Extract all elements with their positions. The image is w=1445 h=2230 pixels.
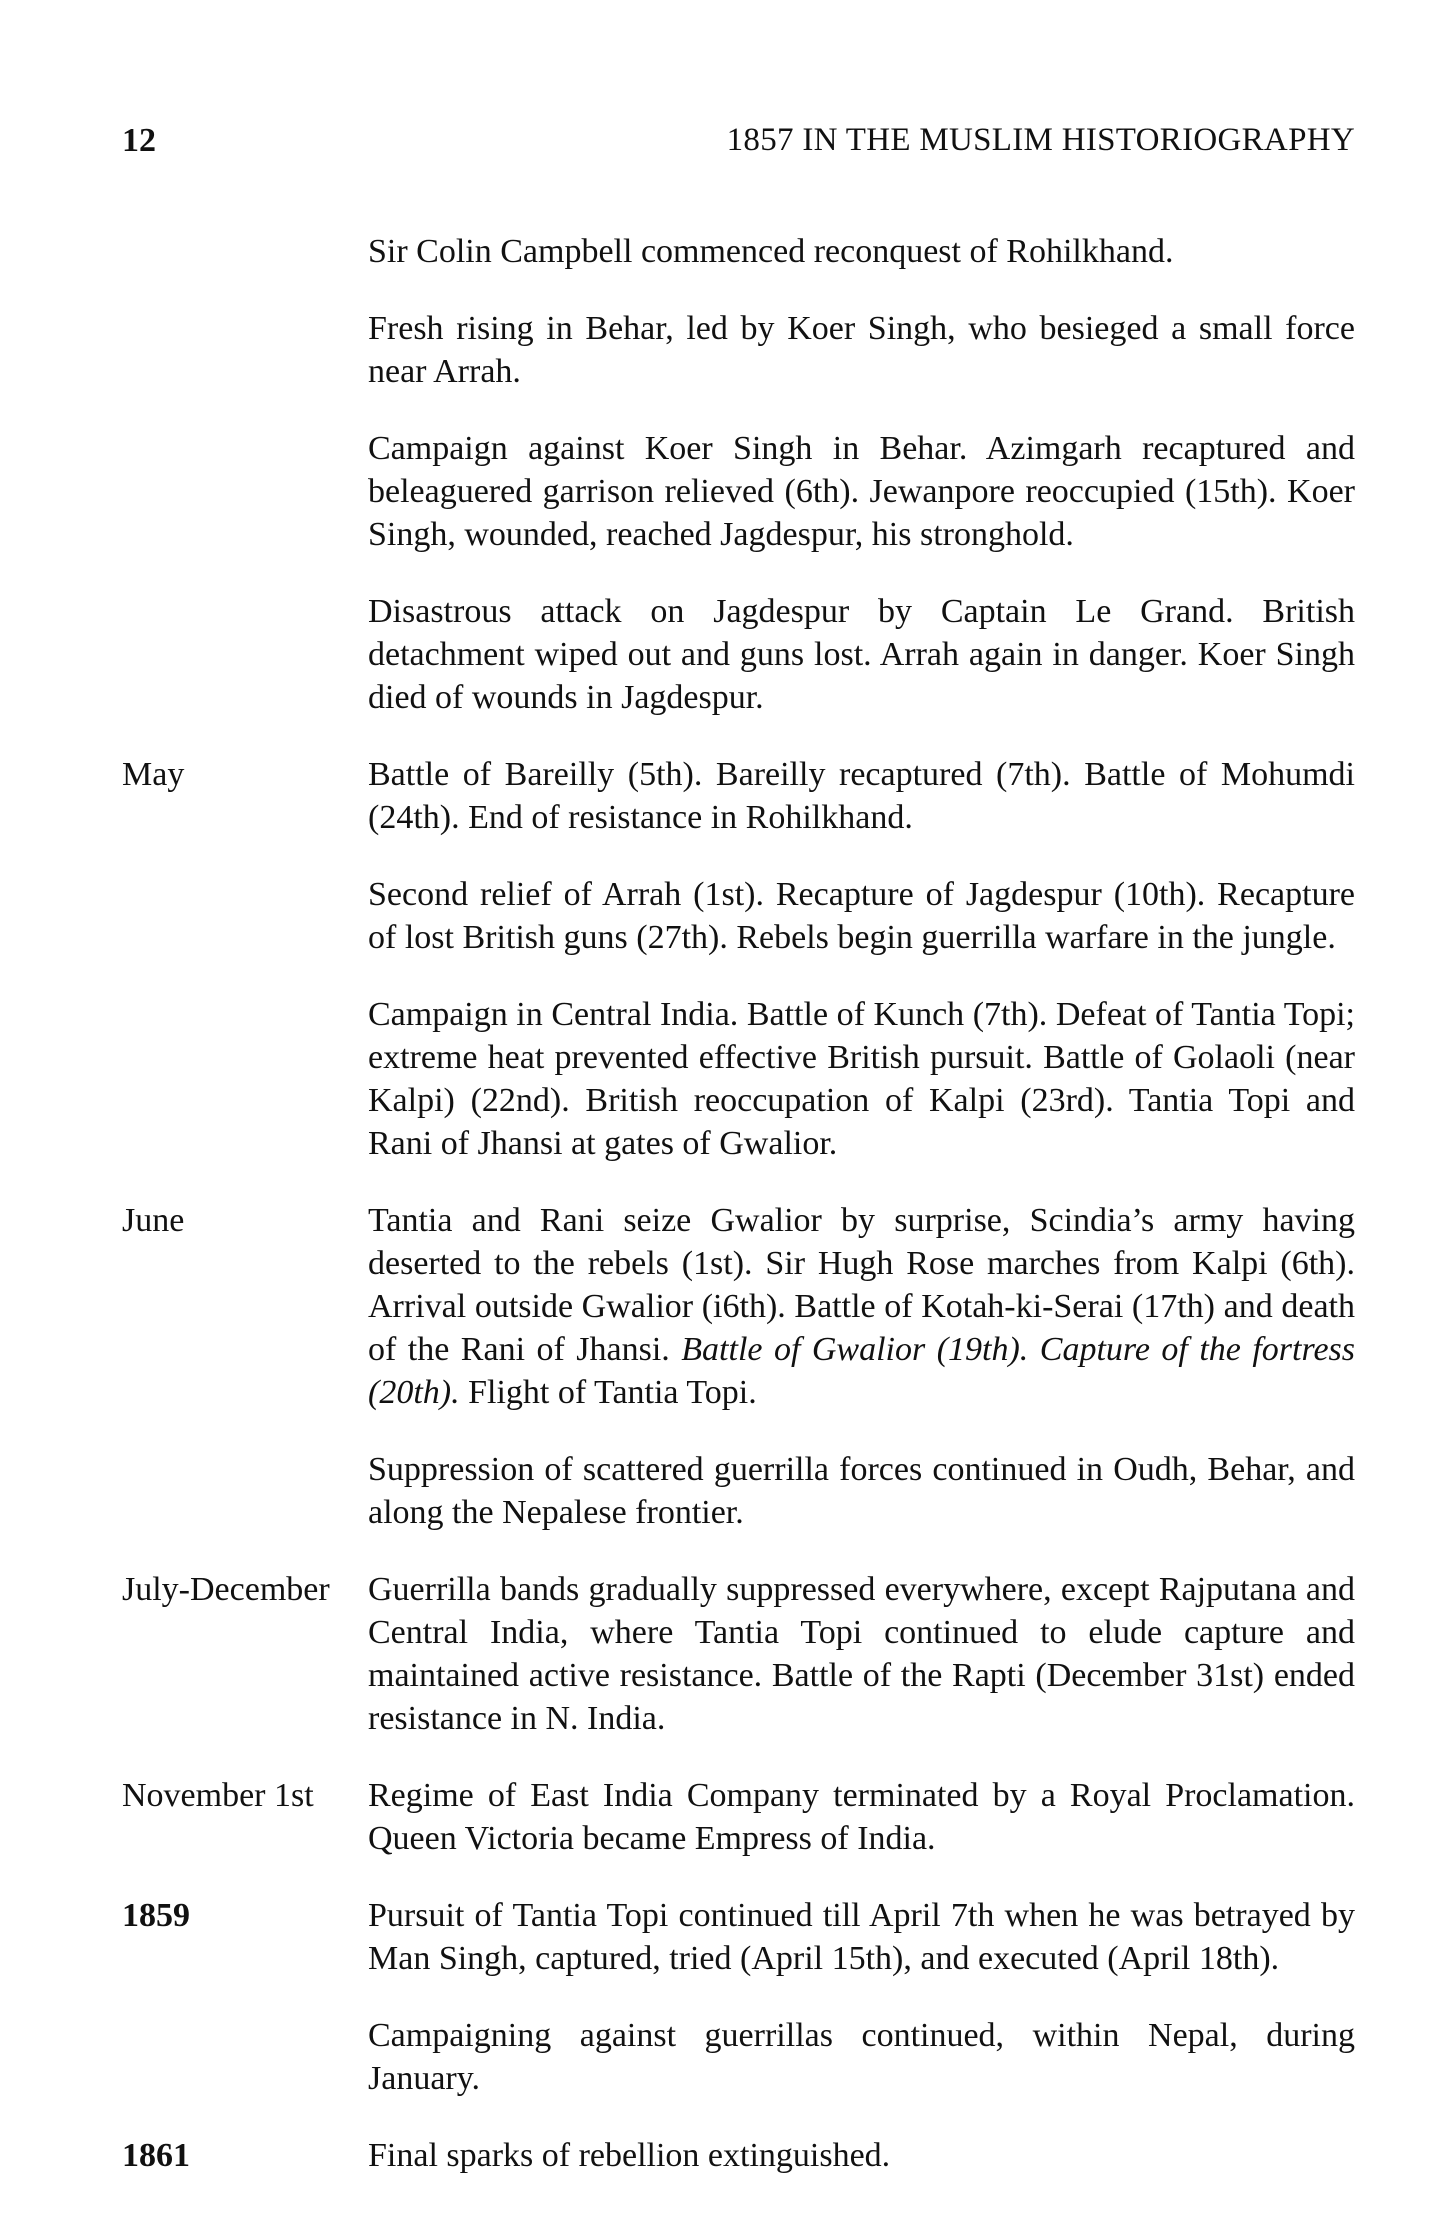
entry-text: Final sparks of rebellion extinguished. — [368, 2137, 891, 2174]
entry-text: Battle of Bareilly (5th). Bareilly recaptured (7th). Battle of Mohumdi (24th). End of resistance in Rohilkhand. — [368, 756, 1355, 836]
chronology-entry-may — [122, 753, 1355, 839]
chronology-entry — [122, 1448, 1355, 1534]
entry-text — [368, 1199, 1355, 1414]
chronology-entry — [122, 590, 1355, 719]
entry-date: May — [122, 756, 185, 793]
entry-text: Suppression of scattered guerrilla forces continued in Oudh, Behar, and along the Nepalese frontier. — [368, 1451, 1355, 1531]
chronology-entry — [122, 427, 1355, 556]
running-head — [122, 122, 1355, 168]
entry-text-main: Tantia and Rani seize Gwalior by surprise, Scindia’s army having deserted to the rebels (1st). Sir Hugh Rose marches from Kalpi (6th). Arrival outside Gwalior (i6th). Battle of Kotah-ki-Serai (17th) and death of the Rani of Jhansi. — [368, 1202, 1355, 1368]
chronology-entry-july-december — [122, 1568, 1355, 1740]
entry-text: Campaign in Central India. Battle of Kunch (7th). Defeat of Tantia Topi; extreme heat prevented effective British pursuit. Battle of Golaoli (near Kalpi) (22nd). British reoccupation of Kalpi (23rd). Tantia Topi and Rani of Jhansi at gates of Gwalior. — [368, 996, 1355, 1162]
entry-text: Sir Colin Campbell commenced reconquest of Rohilkhand. — [368, 233, 1174, 270]
entry-text: Regime of East India Company terminated by a Royal Proclamation. Queen Victoria became Empress of India. — [368, 1777, 1355, 1857]
chronology-entry — [122, 307, 1355, 393]
entry-text-tail: Flight of Tantia Topi. — [468, 1374, 757, 1411]
chronology-entry — [122, 2014, 1355, 2100]
entry-text: Second relief of Arrah (1st). Recapture of Jagdespur (10th). Recapture of lost British guns (27th). Rebels begin guerrilla warfare in the jungle. — [368, 876, 1355, 956]
running-title: 1857 IN THE MUSLIM HISTORIOGRAPHY — [726, 122, 1355, 158]
chronology-entry — [122, 873, 1355, 959]
chronology-entry-june — [122, 1199, 1355, 1414]
chronology-list — [122, 196, 1355, 2177]
entry-text-italic: Battle of Gwalior (19th). Capture of the fortress (20th). — [368, 1331, 1356, 1411]
chronology-entry — [122, 230, 1355, 273]
entry-text: Pursuit of Tantia Topi continued till April 7th when he was betrayed by Man Singh, captured, tried (April 15th), and executed (April 18th). — [368, 1897, 1355, 1977]
entry-year: 1859 — [122, 1897, 190, 1934]
entry-text: Fresh rising in Behar, led by Koer Singh, who besieged a small force near Arrah. — [368, 310, 1355, 390]
chronology-entry-november — [122, 1774, 1355, 1860]
entry-text: Disastrous attack on Jagdespur by Captain Le Grand. British detachment wiped out and guns lost. Arrah again in danger. Koer Singh died of wounds in Jagdespur. — [368, 593, 1355, 716]
entry-date: November 1st — [122, 1777, 314, 1814]
entry-text: Guerrilla bands gradually suppressed everywhere, except Rajputana and Central India, where Tantia Topi continued to elude capture and maintained active resistance. Battle of the Rapti (December 31st) ended resistance in N. India. — [368, 1571, 1355, 1737]
chronology-entry — [122, 993, 1355, 1165]
chronology-entry-1859 — [122, 1894, 1355, 1980]
entry-year: 1861 — [122, 2137, 190, 2174]
entry-text: Campaign against Koer Singh in Behar. Azimgarh recaptured and beleaguered garrison relieved (6th). Jewanpore reoccupied (15th). Koer Singh, wounded, reached Jagdespur, his stronghold. — [368, 430, 1355, 553]
entry-date: June — [122, 1202, 185, 1239]
page-number: 12 — [122, 122, 156, 159]
chronology-entry-1861 — [122, 2134, 1355, 2177]
entry-date: July-December — [122, 1571, 330, 1608]
entry-text: Campaigning against guerrillas continued, within Nepal, during January. — [368, 2017, 1355, 2097]
